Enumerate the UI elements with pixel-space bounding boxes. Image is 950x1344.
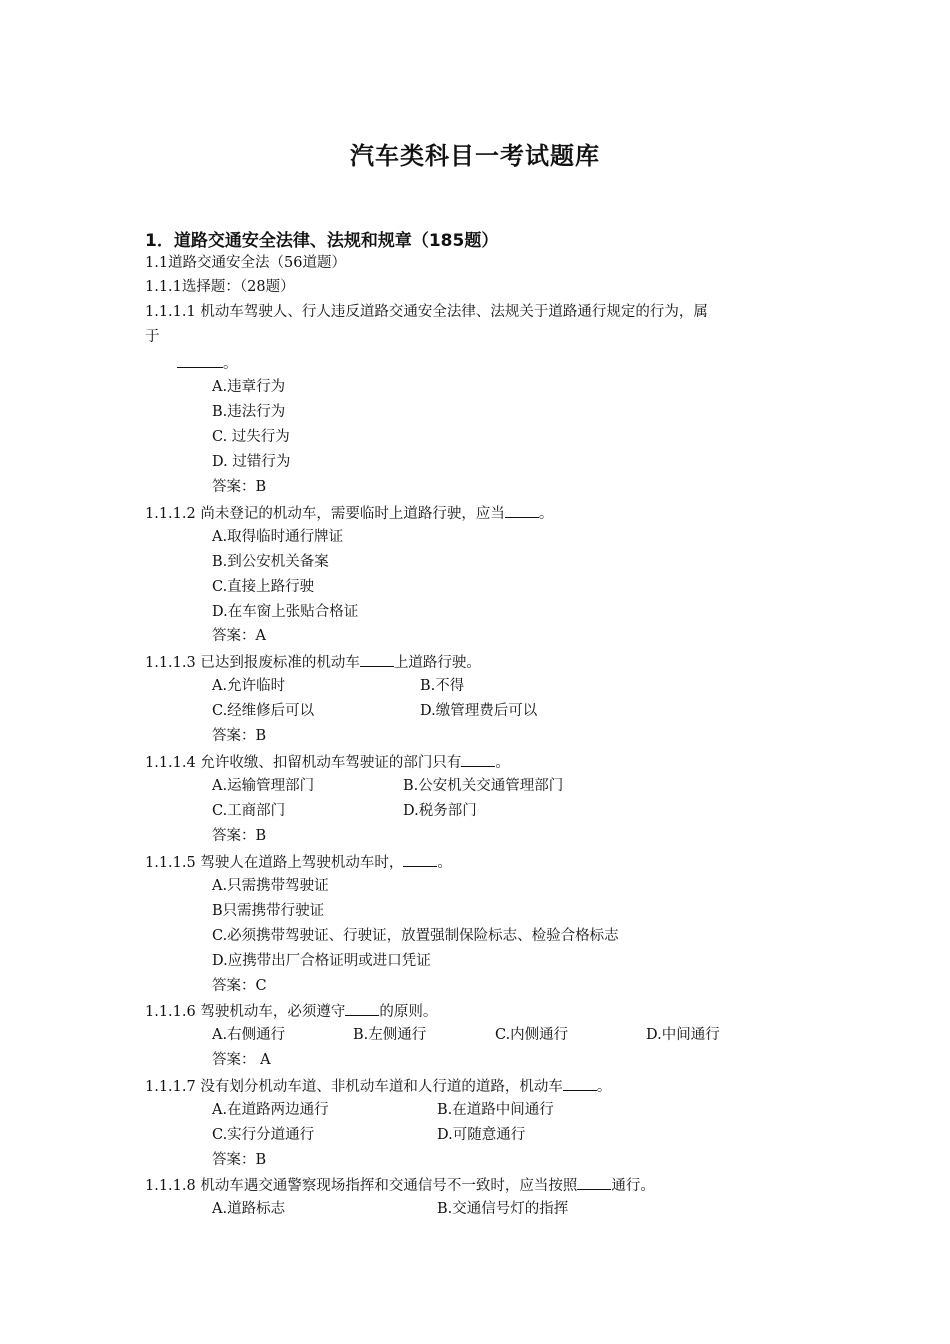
option: A.允许临时 xyxy=(212,678,286,694)
option: D.缴管理费后可以 xyxy=(420,703,538,719)
option: D.税务部门 xyxy=(403,803,477,819)
option: B.公安机关交通管理部门 xyxy=(403,778,564,794)
answer: 答案：B xyxy=(212,1152,267,1168)
option: A.取得临时通行牌证 xyxy=(212,529,344,545)
question-blank-line: 。 xyxy=(177,352,238,374)
subsection-heading: 1.1道路交通安全法（56道题） xyxy=(145,255,347,271)
option: B只需携带行驶证 xyxy=(212,903,325,919)
option: C.经维修后可以 xyxy=(212,703,315,719)
page-title: 汽车类科目一考试题库 xyxy=(350,142,600,170)
option: C.必须携带驾驶证、行驶证，放置强制保险标志、检验合格标志 xyxy=(212,928,619,944)
option: A.只需携带驾驶证 xyxy=(212,878,329,894)
question-stem: 1.1.1.5 驾驶人在道路上驾驶机动车时， 。 xyxy=(145,851,452,873)
option: A.道路标志 xyxy=(212,1201,286,1217)
section-heading: 1．道路交通安全法律、法规和规章（185题） xyxy=(145,231,499,251)
question-stem-cont: 于 xyxy=(145,329,160,345)
option: D. 过错行为 xyxy=(212,454,291,470)
option: B.不得 xyxy=(420,678,465,694)
option: A.违章行为 xyxy=(212,379,286,395)
question-stem: 1.1.1.3 已达到报废标准的机动车 上道路行驶。 xyxy=(145,651,481,673)
option: A.右侧通行 xyxy=(212,1027,286,1043)
option: B.在道路中间通行 xyxy=(437,1102,554,1118)
answer: 答案：C xyxy=(212,978,267,994)
question-stem: 1.1.1.1 机动车驾驶人、行人违反道路交通安全法律、法规关于道路通行规定的行为，属 xyxy=(145,304,708,320)
option: A.在道路两边通行 xyxy=(212,1102,329,1118)
option: B.交通信号灯的指挥 xyxy=(437,1201,569,1217)
option: B.到公安机关备案 xyxy=(212,554,329,570)
option: D.在车窗上张贴合格证 xyxy=(212,604,359,620)
option: C.内侧通行 xyxy=(495,1027,569,1043)
question-stem: 1.1.1.8 机动车遇交通警察现场指挥和交通信号不一致时，应当按照 通行。 xyxy=(145,1174,655,1196)
answer: 答案：B xyxy=(212,828,267,844)
answer: 答案：B xyxy=(212,728,267,744)
question-stem: 1.1.1.7 没有划分机动车道、非机动车道和人行道的道路，机动车 。 xyxy=(145,1075,611,1097)
option: C.直接上路行驶 xyxy=(212,579,315,595)
answer: 答案：B xyxy=(212,479,267,495)
answer: 答案： A xyxy=(212,1052,271,1068)
option: D.应携带出厂合格证明或进口凭证 xyxy=(212,953,431,969)
question-stem: 1.1.1.2 尚未登记的机动车，需要临时上道路行驶，应当 。 xyxy=(145,502,553,524)
option: C.工商部门 xyxy=(212,803,286,819)
question-stem: 1.1.1.4 允许收缴、扣留机动车驾驶证的部门只有 。 xyxy=(145,751,510,773)
option: A.运输管理部门 xyxy=(212,778,315,794)
option: C.实行分道通行 xyxy=(212,1127,315,1143)
option: D.中间通行 xyxy=(646,1027,720,1043)
option: B.违法行为 xyxy=(212,404,286,420)
subsubsection-heading: 1.1.1选择题：（28题） xyxy=(145,279,295,295)
question-stem: 1.1.1.6 驾驶机动车，必须遵守 的原则。 xyxy=(145,1000,437,1022)
option: D.可随意通行 xyxy=(437,1127,526,1143)
option: B.左侧通行 xyxy=(353,1027,427,1043)
option: C. 过失行为 xyxy=(212,429,290,445)
answer: 答案：A xyxy=(212,628,266,644)
